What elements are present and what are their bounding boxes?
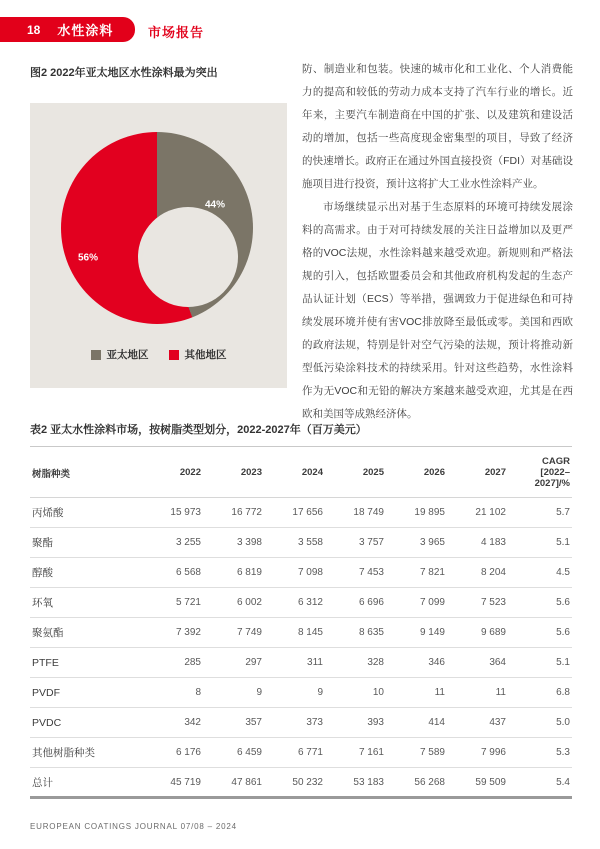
table-row — [30, 678, 572, 708]
value-cell: 45 719 — [142, 768, 203, 798]
value-cell: 19 895 — [386, 498, 447, 528]
value-cell: 5.7 — [508, 498, 572, 528]
donut-chart-panel — [30, 103, 287, 388]
value-cell: 7 589 — [386, 738, 447, 768]
table-column-header: 2025 — [325, 447, 386, 498]
value-cell: 18 749 — [325, 498, 386, 528]
table-column-header: 2022 — [142, 447, 203, 498]
resin-type-cell: 聚酯 — [30, 528, 142, 558]
donut-hole — [138, 207, 238, 307]
value-cell: 7 821 — [386, 558, 447, 588]
table-row — [30, 738, 572, 768]
value-cell: 56 268 — [386, 768, 447, 798]
article-paragraph: 防、制造业和包装。快速的城市化和工业化、个人消费能力的提高和较低的劳动力成本支持了汽车行业的增长。近年来，主要汽车制造商在中国的扩张、以及建筑和建设活动的增加，包括一些高度现金密集型的项目，导致了经济的快速增长。政府正在通过外国直接投资（FDI）对基础设施项目进行投资，预计这将扩大工业水性涂料产业。 — [302, 63, 573, 190]
value-cell: 6 312 — [264, 588, 325, 618]
value-cell: 6.8 — [508, 678, 572, 708]
table-row — [30, 618, 572, 648]
resin-type-cell: 丙烯酸 — [30, 498, 142, 528]
resin-type-cell: 聚氨酯 — [30, 618, 142, 648]
resin-market-table — [30, 446, 572, 799]
value-cell: 6 819 — [203, 558, 264, 588]
article-text-column — [302, 58, 573, 426]
value-cell: 11 — [447, 678, 508, 708]
value-cell: 311 — [264, 648, 325, 678]
slice-label-other: 56% — [77, 252, 99, 264]
table-column-header: 2023 — [203, 447, 264, 498]
value-cell: 47 861 — [203, 768, 264, 798]
value-cell: 297 — [203, 648, 264, 678]
table-title: 表2 亚太水性涂料市场，按树脂类型划分，2022-2027年（百万美元） — [30, 424, 367, 436]
resin-type-cell: 环氧 — [30, 588, 142, 618]
value-cell: 7 453 — [325, 558, 386, 588]
value-cell: 414 — [386, 708, 447, 738]
resin-type-cell: 醇酸 — [30, 558, 142, 588]
value-cell: 5.1 — [508, 528, 572, 558]
table-column-header: 2027 — [447, 447, 508, 498]
value-cell: 346 — [386, 648, 447, 678]
value-cell: 9 — [264, 678, 325, 708]
value-cell: 7 098 — [264, 558, 325, 588]
value-cell: 6 771 — [264, 738, 325, 768]
value-cell: 7 161 — [325, 738, 386, 768]
table-row — [30, 648, 572, 678]
table-row — [30, 498, 572, 528]
value-cell: 5.4 — [508, 768, 572, 798]
report-type-label: 市场报告 — [148, 25, 205, 40]
table-row — [30, 528, 572, 558]
value-cell: 5 721 — [142, 588, 203, 618]
value-cell: 11 — [386, 678, 447, 708]
table-column-header: 2026 — [386, 447, 447, 498]
value-cell: 7 099 — [386, 588, 447, 618]
resin-type-cell: PTFE — [30, 648, 142, 678]
value-cell: 5.0 — [508, 708, 572, 738]
value-cell: 3 255 — [142, 528, 203, 558]
value-cell: 342 — [142, 708, 203, 738]
value-cell: 8 145 — [264, 618, 325, 648]
value-cell: 9 149 — [386, 618, 447, 648]
value-cell: 21 102 — [447, 498, 508, 528]
value-cell: 393 — [325, 708, 386, 738]
value-cell: 50 232 — [264, 768, 325, 798]
value-cell: 9 — [203, 678, 264, 708]
resin-type-cell: 总计 — [30, 768, 142, 798]
value-cell: 6 696 — [325, 588, 386, 618]
section-badge — [0, 17, 135, 42]
article-paragraph: 市场继续显示出对基于生态原料的环境可持续发展涂料的高需求。由于对可持续发展的关注日益增加以及更严格的VOC法规，水性涂料越来越受欢迎。新规则和严格法规的引入，包括欧盟委员会和其他政府机构发起的生态产品认证计划（ECS）等举措，强调致力于促进绿色和可持续发展环境并使有害VOC排放降至最低或零。美国和西欧的政府法规，特别是针对空气污染的法规，预计将推动新型低污染涂料技术的持续采用。针对这些趋势，水性涂料作为无VOC和无铅的解决方案越来越受欢迎，尤其是在西欧和美国等成熟经济体。 — [302, 201, 573, 420]
table-column-header: 2024 — [264, 447, 325, 498]
page-number: 18 — [27, 22, 41, 37]
value-cell: 8 635 — [325, 618, 386, 648]
value-cell: 3 757 — [325, 528, 386, 558]
value-cell: 3 558 — [264, 528, 325, 558]
legend-label-other: 其他地区 — [184, 349, 227, 361]
value-cell: 364 — [447, 648, 508, 678]
resin-type-cell: PVDF — [30, 678, 142, 708]
table-column-header: 树脂种类 — [30, 447, 142, 498]
value-cell: 7 523 — [447, 588, 508, 618]
legend-swatch-apac — [91, 350, 101, 360]
journal-footer: EUROPEAN COATINGS JOURNAL 07/08 – 2024 — [30, 822, 237, 831]
value-cell: 8 — [142, 678, 203, 708]
value-cell: 53 183 — [325, 768, 386, 798]
chart-legend — [30, 347, 287, 362]
value-cell: 357 — [203, 708, 264, 738]
value-cell: 10 — [325, 678, 386, 708]
figure-title: 图2 2022年亚太地区水性涂料最为突出 — [30, 67, 218, 79]
table-column-header: CAGR [2022–2027]/% — [508, 447, 572, 498]
resin-market-table-wrap — [30, 446, 572, 799]
table-row — [30, 588, 572, 618]
legend-swatch-other — [169, 350, 179, 360]
table-row — [30, 768, 572, 798]
value-cell: 6 459 — [203, 738, 264, 768]
legend-label-apac: 亚太地区 — [106, 349, 149, 361]
value-cell: 5.6 — [508, 588, 572, 618]
value-cell: 7 392 — [142, 618, 203, 648]
value-cell: 437 — [447, 708, 508, 738]
legend-item-other — [169, 347, 227, 362]
section-title: 水性涂料 — [57, 23, 114, 38]
table-header-row — [30, 447, 572, 498]
value-cell: 5.1 — [508, 648, 572, 678]
value-cell: 5.3 — [508, 738, 572, 768]
value-cell: 5.6 — [508, 618, 572, 648]
value-cell: 16 772 — [203, 498, 264, 528]
value-cell: 8 204 — [447, 558, 508, 588]
slice-label-apac: 44% — [204, 199, 226, 211]
value-cell: 285 — [142, 648, 203, 678]
value-cell: 17 656 — [264, 498, 325, 528]
value-cell: 4 183 — [447, 528, 508, 558]
value-cell: 328 — [325, 648, 386, 678]
value-cell: 3 965 — [386, 528, 447, 558]
donut-chart — [61, 132, 253, 324]
table-row — [30, 558, 572, 588]
value-cell: 4.5 — [508, 558, 572, 588]
value-cell: 3 398 — [203, 528, 264, 558]
value-cell: 7 996 — [447, 738, 508, 768]
resin-type-cell: 其他树脂种类 — [30, 738, 142, 768]
value-cell: 6 002 — [203, 588, 264, 618]
value-cell: 7 749 — [203, 618, 264, 648]
legend-item-apac — [91, 347, 149, 362]
value-cell: 6 176 — [142, 738, 203, 768]
value-cell: 15 973 — [142, 498, 203, 528]
value-cell: 6 568 — [142, 558, 203, 588]
table-body — [30, 498, 572, 798]
table-row — [30, 708, 572, 738]
value-cell: 59 509 — [447, 768, 508, 798]
value-cell: 9 689 — [447, 618, 508, 648]
resin-type-cell: PVDC — [30, 708, 142, 738]
value-cell: 373 — [264, 708, 325, 738]
